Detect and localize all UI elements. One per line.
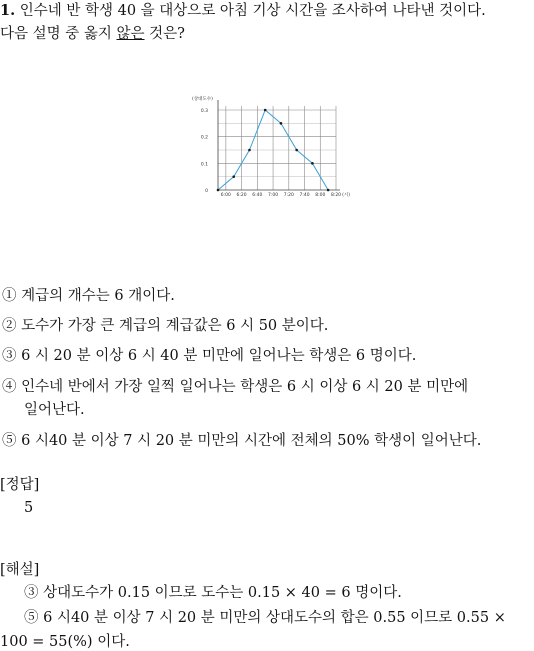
answer-value: 5 [24,500,34,516]
x-tick-label: 7:40 [299,193,310,198]
x-tick-label: 6:00 [220,193,231,198]
explanation-line-2: ⑤ 6 시40 분 이상 7 시 20 분 미만의 상대도수의 합은 0.55 이므로 0.55 × [24,610,506,626]
data-point [264,109,267,112]
choice-4: ④ 인수네 반에서 가장 일찍 일어나는 학생은 6 시 이상 6 시 20 분 미만에 [2,379,469,395]
x-tick-label: 8:20 [330,193,342,198]
question-text-prefix: 다음 설명 중 옳지 [0,26,117,42]
x-axis-label: (시) [342,193,350,198]
x-tick-label: 6:20 [236,193,247,198]
data-point [280,122,283,125]
choice-2: ② 도수가 가장 큰 계급의 계급값은 6 시 50 분이다. [2,318,329,334]
x-tick-label: 7:20 [283,193,294,198]
question-underlined-word: 않은 [116,26,145,42]
explanation-line-1: ③ 상대도수가 0.15 이므로 도수는 0.15 × 40 = 6 명이다. [24,585,402,601]
y-tick-label: 0.1 [200,162,208,168]
chart-svg [186,92,350,200]
question-line-2 [0,25,185,43]
choice-1: ① 계급의 개수는 6 개이다. [2,288,175,304]
x-tick-label: 7:00 [268,193,279,198]
data-point [217,189,220,192]
answer-label: [정답] [0,477,40,493]
question-text-suffix: 것은? [144,26,185,42]
explanation-line-3: 100 = 55(%) 이다. [0,634,130,650]
choice-4-continued: 일어난다. [24,402,85,418]
x-tick-label: 6:40 [252,193,263,198]
data-point [248,149,251,152]
y-tick-label: 0.3 [200,109,208,114]
question-line-1 [0,2,486,20]
question-number: 1. [0,2,16,19]
question-text: 인수네 반 학생 40 을 대상으로 아침 기상 시간을 조사하여 나타낸 것이다. [19,3,486,19]
choice-5: ⑤ 6 시40 분 이상 7 시 20 분 미만의 시간에 전체의 50% 학생이 일어난다. [2,433,482,449]
y-tick-label: 0.2 [200,135,208,141]
choice-3: ③ 6 시 20 분 이상 6 시 40 분 미만에 일어나는 학생은 6 명이다. [2,348,417,364]
data-point [295,149,298,152]
y-tick-label: 0 [205,189,208,194]
explanation-label: [해설] [0,562,40,578]
data-point [311,162,314,165]
data-point [327,189,330,192]
y-axis-label: (상대도수) [192,97,213,102]
frequency-polygon-chart [186,92,350,200]
data-point [232,175,235,178]
x-tick-label: 8:00 [315,193,326,198]
